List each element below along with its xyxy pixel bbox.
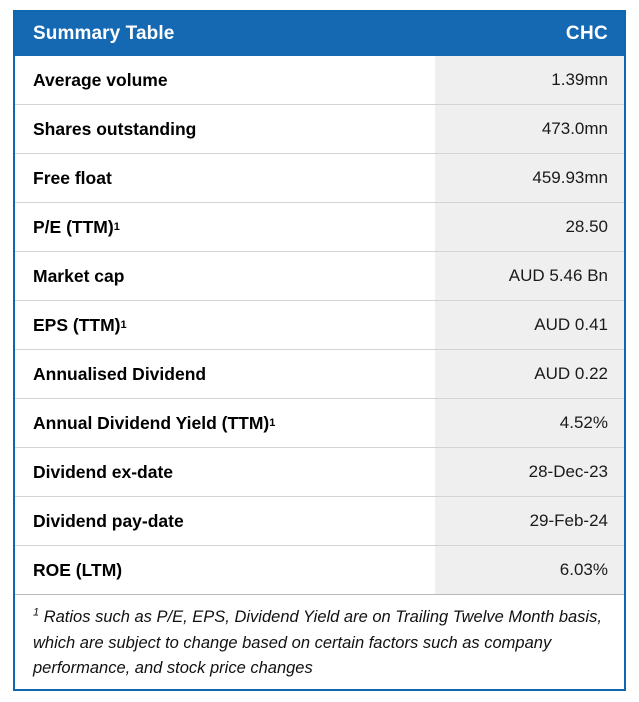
table-row <box>15 350 624 399</box>
row-value: AUD 0.41 <box>435 301 624 349</box>
table-row <box>15 399 624 448</box>
summary-table-card <box>13 10 626 691</box>
row-value: 1.39mn <box>435 56 624 104</box>
row-label-text: Shares outstanding <box>33 118 197 139</box>
row-label <box>15 497 435 545</box>
table-row <box>15 546 624 594</box>
row-label-text: ROE (LTM) <box>33 559 123 580</box>
row-label-text: Free float <box>33 167 112 188</box>
table-row <box>15 497 624 546</box>
row-label <box>15 252 435 300</box>
row-value: 4.52% <box>435 399 624 447</box>
summary-table-header <box>15 12 624 56</box>
row-label-text: Dividend ex-date <box>33 461 174 482</box>
row-value: AUD 5.46 Bn <box>435 252 624 300</box>
row-value: 28.50 <box>435 203 624 251</box>
ticker-symbol: CHC <box>565 23 608 44</box>
footnote-marker: 1 <box>33 606 40 619</box>
row-value: 473.0mn <box>435 105 624 153</box>
row-value: AUD 0.22 <box>435 350 624 398</box>
footnote-text: Ratios such as P/E, EPS, Dividend Yield are on Trailing Twelve Month basis, which are subject to change based on certain factors such as company performance, and stock price changes <box>33 608 602 678</box>
table-row <box>15 448 624 497</box>
row-label-text: Annual Dividend Yield (TTM) <box>33 412 270 433</box>
row-label <box>15 154 435 202</box>
row-label-text: Average volume <box>33 69 168 90</box>
row-label-text: EPS (TTM) <box>33 314 121 335</box>
row-label <box>15 448 435 496</box>
row-label-text: P/E (TTM) <box>33 216 114 237</box>
row-label-text: Dividend pay-date <box>33 510 184 531</box>
row-value: 28-Dec-23 <box>435 448 624 496</box>
table-row <box>15 301 624 350</box>
row-label <box>15 56 435 104</box>
row-value: 6.03% <box>435 546 624 594</box>
row-value: 29-Feb-24 <box>435 497 624 545</box>
row-label: Annual Dividend Yield (TTM) 1 <box>15 399 435 447</box>
row-label <box>15 105 435 153</box>
page-title: Summary Table <box>33 23 175 44</box>
row-label <box>15 350 435 398</box>
row-label-text: Market cap <box>33 265 125 286</box>
table-row <box>15 252 624 301</box>
row-label: EPS (TTM) 1 <box>15 301 435 349</box>
row-label-text: Annualised Dividend <box>33 363 207 384</box>
row-label: P/E (TTM) 1 <box>15 203 435 251</box>
table-row <box>15 154 624 203</box>
footnote <box>15 595 624 682</box>
summary-table-body <box>15 56 624 594</box>
table-row <box>15 105 624 154</box>
table-row <box>15 203 624 252</box>
row-value: 459.93mn <box>435 154 624 202</box>
table-row <box>15 56 624 105</box>
row-label <box>15 546 435 594</box>
